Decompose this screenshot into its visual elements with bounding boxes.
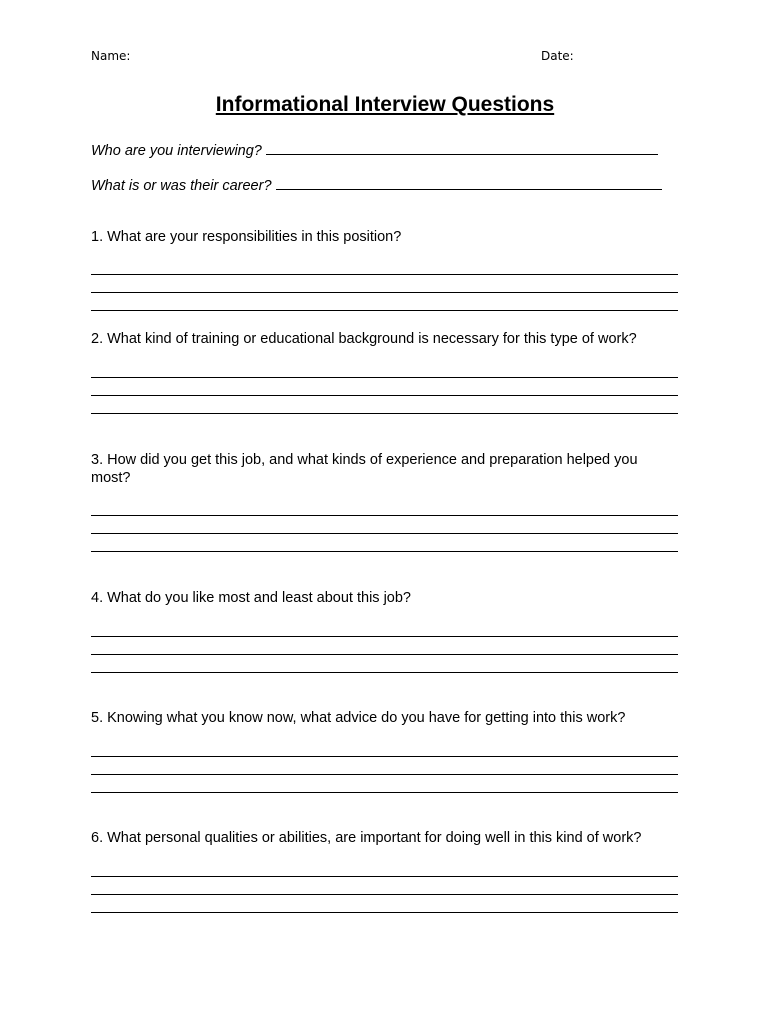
answer-line[interactable] [91, 894, 678, 895]
interviewee-prompt [91, 140, 658, 159]
answer-line[interactable] [91, 515, 678, 516]
answer-line[interactable] [91, 876, 678, 877]
career-prompt-label: What is or was their career? [91, 178, 272, 194]
question-2: 2. What kind of training or educational background is necessary for this type of work? [91, 331, 637, 347]
date-label: Date: [541, 49, 574, 63]
name-label: Name: [91, 49, 131, 63]
answer-line[interactable] [91, 292, 678, 293]
answer-line[interactable] [91, 395, 678, 396]
answer-line[interactable] [91, 377, 678, 378]
question-3: 3. How did you get this job, and what kinds of experience and preparation helped you most? [91, 452, 638, 486]
answer-line[interactable] [91, 310, 678, 311]
answer-line[interactable] [91, 551, 678, 552]
answer-line[interactable] [91, 413, 678, 414]
question-1: 1. What are your responsibilities in this position? [91, 229, 402, 245]
question-6: 6. What personal qualities or abilities, are important for doing well in this kind of work? [91, 830, 642, 846]
answer-line[interactable] [91, 756, 678, 757]
question-5: 5. Knowing what you know now, what advice do you have for getting into this work? [91, 710, 626, 726]
answer-line[interactable] [91, 636, 678, 637]
answer-line[interactable] [91, 274, 678, 275]
answer-line[interactable] [91, 654, 678, 655]
answer-line[interactable] [91, 774, 678, 775]
career-answer-line[interactable] [276, 175, 662, 190]
answer-line[interactable] [91, 792, 678, 793]
answer-line[interactable] [91, 533, 678, 534]
page-title: Informational Interview Questions [215, 93, 555, 116]
interviewee-answer-line[interactable] [266, 140, 658, 155]
career-prompt [91, 175, 662, 194]
question-4: 4. What do you like most and least about this job? [91, 590, 411, 606]
answer-line[interactable] [91, 672, 678, 673]
answer-line[interactable] [91, 912, 678, 913]
interviewee-prompt-label: Who are you interviewing? [91, 143, 262, 159]
